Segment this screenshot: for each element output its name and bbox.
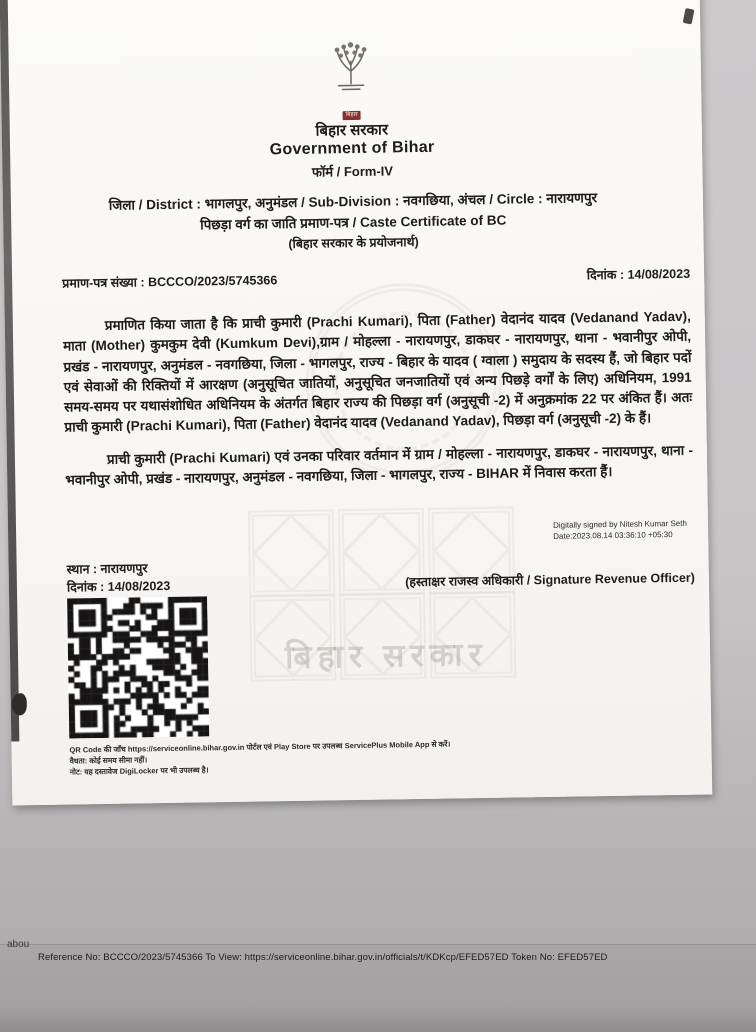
revenue-officer-signature-label: (हस्ताक्षर राजस्व अधिकारी / Signature Revenue Officer): [405, 570, 695, 590]
place-line: स्थान : नारायणपुर: [66, 561, 148, 577]
qr-verification-note: QR Code की जाँच https://serviceonline.bihar.gov.in पोर्टल एवं Play Store पर उपलब्ध ServicePlus Mobile App से करें।: [69, 739, 451, 755]
watermark-text: बिहार सरकार: [284, 635, 488, 676]
watermark-ornament: [249, 594, 336, 681]
reference-line: Reference No: BCCCO/2023/5745366 To View: https://serviceonline.bihar.gov.in/officials/t/KDKcp/EFED57ED Token No: EFED57ED: [38, 952, 608, 963]
scan-edge-artifact: [0, 0, 19, 741]
digilocker-note: नोट: यह दस्तावेज DigiLocker पर भी उपलब्ध है।: [69, 765, 209, 777]
footer-notes: [69, 736, 671, 778]
purpose-line: (बिहार सरकार के प्रयोजनार्थ): [288, 234, 419, 252]
watermark-ornament: [248, 509, 335, 596]
certificate-paragraph-2: प्राची कुमारी (Prachi Kumari) एवं उनका परिवार वर्तमान में ग्राम / मोहल्ला - नारायणपुर, डाकघर - नारायणपुर, थाना - भवानीपुर ओपी, प्रखंड - नारायणपुर, अनुमंडल - नवगछिया, जिला - भागलपुर, राज्य - BIHAR में निवास करता हैं।: [65, 442, 693, 488]
govt-title-hindi: बिहार सरकार: [315, 121, 389, 140]
issue-date: दिनांक : 14/08/2023: [586, 266, 691, 283]
signature-date-line: दिनांक : 14/08/2023: [66, 578, 171, 595]
digital-signature-name: Digitally signed by Nitesh Kumar Seth: [552, 518, 687, 530]
qr-code: [67, 596, 209, 738]
digital-signature-date: Date:2023.08.14 03:36:10 +05:30: [553, 529, 673, 541]
certificate-title: पिछड़ा वर्ग का जाति प्रमाण-पत्र / Caste Certificate of BC: [200, 212, 507, 233]
meta-row: [62, 265, 690, 292]
watermark-ornament: [429, 592, 516, 679]
govt-title-english: Government of Bihar: [269, 138, 435, 159]
partial-text: abou: [7, 939, 30, 950]
emblem-caption: बिहार: [342, 111, 360, 120]
certificate-number: प्रमाण-पत्र संख्या : BCCCO/2023/5745366: [62, 273, 278, 291]
bodhi-tree-icon: [321, 40, 380, 99]
validity-note: वैधता: कोई समय सीमा नहीं।: [69, 755, 148, 766]
scan-blob-artifact: [12, 693, 27, 715]
bihar-emblem-icon: [315, 39, 386, 121]
certificate-paragraph-1: प्रमाणित किया जाता है कि प्राची कुमारी (Prachi Kumari), पिता (Father) वेदानंद यादव (Vedanand Yadav), माता (Mother) कुमकुम देवी (Kumkum Devi),ग्राम / मोहल्ला - नारायणपुर, डाकघर - नारायणपुर, थाना - भवानीपुर ओपी, प्रखंड - नारायणपुर, अनुमंडल - नवगछिया, जिला - भागलपुर, राज्य - बिहार के यादव ( ग्वाला ) समुदाय के सदस्य हैं, जो बिहार पदों एवं सेवाओं की रिक्तियों में आरक्षण (अनुसूचित जातियों, अनुसूचित जनजातियों एवं अन्य पिछड़े वर्गों के लिए) अधिनियम, 1991 समय-समय पर यथासंशोधित अधिनियम के अंतर्गत बिहार राज्य की पिछड़ा वर्ग (अनुसूची -2) में अनुक्रमांक 22 पर अंकित हैं। अतः प्राची कुमारी (Prachi Kumari), पिता (Father) वेदानंद यादव (Vedanand Yadav), पिछड़ा वर्ग (अनुसूची -2) के हैं।: [63, 308, 693, 435]
form-number: फॉर्म / Form-IV: [311, 163, 394, 180]
scan-corner-artifact: [683, 8, 695, 24]
district-line: जिला / District : भागलपुर, अनुमंडल / Sub-Division : नवगछिया, अंचल / Circle : नारायणपुर: [108, 190, 598, 213]
watermark-ornament: [339, 593, 426, 680]
digital-signature: [553, 519, 687, 543]
qr-code-canvas: [67, 596, 209, 738]
